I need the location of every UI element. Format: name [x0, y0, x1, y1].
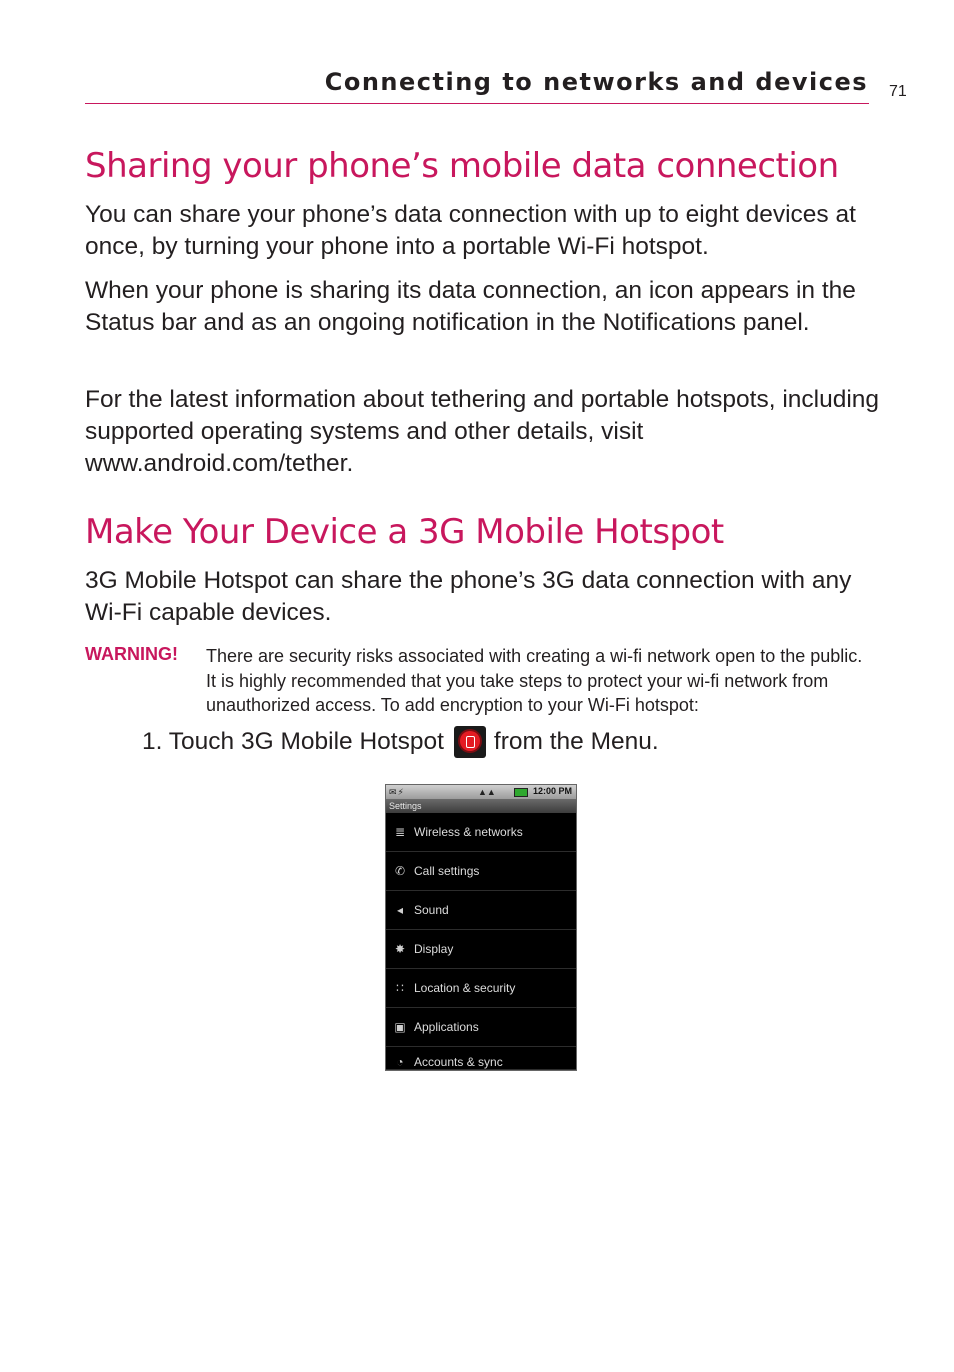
status-time: 12:00 PM	[533, 786, 573, 796]
settings-menu-list	[386, 813, 576, 1070]
settings-menu-item-label: Wireless & networks	[414, 825, 523, 839]
paragraph-status-icon: When your phone is sharing its data connection, an icon appears in the Status bar and as an ongoing notification in the Notifications panel.	[85, 277, 856, 336]
warning-label: WARNING!	[85, 644, 178, 664]
speaker-icon: ◂	[396, 903, 404, 917]
header-rule	[85, 103, 869, 104]
warning-text: There are security risks associated with creating a wi-fi network open to the public. It is highly recommended that you take steps to protect your wi-fi network from unauthorized access. To add encryption to your Wi-Fi hotspot:	[206, 646, 863, 715]
battery-icon	[514, 788, 528, 797]
phone-screen-title: Settings	[386, 799, 576, 813]
step-1-text-after: from the Menu.	[493, 728, 659, 755]
step-1	[142, 726, 659, 758]
grid-icon: ∷	[396, 981, 404, 995]
wifi-icon: ≣	[394, 825, 406, 839]
phone-settings-screenshot	[385, 784, 577, 1071]
settings-menu-item[interactable]	[386, 969, 576, 1008]
status-notification-icons: ✉⚡	[389, 787, 405, 797]
settings-menu-item-label: Call settings	[414, 864, 480, 878]
phone-status-bar	[386, 785, 576, 799]
display-icon: ✸	[394, 942, 406, 956]
paragraph-share-intro: You can share your phone’s data connection with up to eight devices at once, by turning your phone into a portable Wi-Fi hotspot.	[85, 201, 856, 260]
page-number: 71	[889, 83, 907, 100]
sync-icon: ◔	[396, 1055, 404, 1069]
settings-menu-item[interactable]	[386, 1047, 576, 1070]
settings-menu-item[interactable]	[386, 1008, 576, 1047]
settings-menu-item[interactable]	[386, 930, 576, 969]
signal-icon: ▲▲	[478, 787, 496, 797]
settings-menu-item-label: Accounts & sync	[414, 1055, 503, 1069]
settings-menu-item[interactable]	[386, 891, 576, 930]
apps-icon: ▣	[394, 1020, 406, 1034]
settings-menu-item-label: Location & security	[414, 981, 516, 995]
settings-menu-item-label: Sound	[414, 903, 449, 917]
section-title-sharing: Sharing your phone’s mobile data connection	[85, 146, 839, 186]
settings-menu-item[interactable]	[386, 852, 576, 891]
paragraph-hotspot-intro: 3G Mobile Hotspot can share the phone’s 3G data connection with any Wi-Fi capable devices.	[85, 567, 852, 626]
phone-icon: ✆	[394, 864, 406, 878]
running-header-title: Connecting to networks and devices	[324, 68, 868, 96]
paragraph-tether-info: For the latest information about tethering and portable hotspots, including supported operating systems and other details, visit www.android.com/tether.	[85, 386, 880, 477]
settings-menu-item[interactable]	[386, 813, 576, 852]
section-title-hotspot: Make Your Device a 3G Mobile Hotspot	[85, 512, 724, 552]
mobile-hotspot-icon	[454, 726, 486, 758]
settings-menu-item-label: Applications	[414, 1020, 479, 1034]
step-1-text-before: 1. Touch 3G Mobile Hotspot	[142, 728, 444, 755]
settings-menu-item-label: Display	[414, 942, 454, 956]
